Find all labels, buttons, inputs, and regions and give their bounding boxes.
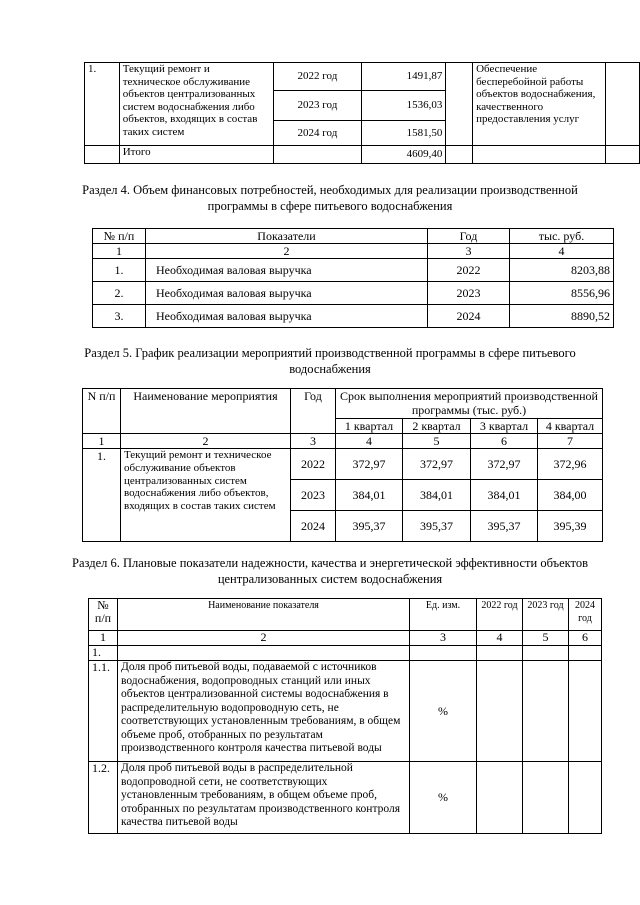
- total-label: Итого: [119, 146, 273, 164]
- row-number: 1.: [93, 259, 146, 282]
- column-header: N п/п: [83, 389, 121, 434]
- row-number: 1.1.: [89, 661, 118, 762]
- table-row: [93, 282, 614, 305]
- quarter-value: 384,01: [403, 480, 471, 511]
- year-cell: 2024: [291, 511, 336, 542]
- column-number: 2: [146, 244, 428, 259]
- empty-cell: [477, 762, 523, 834]
- value-cell: 8203,88: [510, 259, 614, 282]
- column-header: 2022 год: [477, 599, 523, 631]
- empty-cell: [273, 146, 361, 164]
- quarter-header: 3 квартал: [471, 419, 538, 434]
- column-number: 3: [428, 244, 510, 259]
- column-number: 4: [336, 434, 403, 449]
- column-number: 6: [471, 434, 538, 449]
- quarter-value: 384,01: [336, 480, 403, 511]
- column-header: Год: [291, 389, 336, 434]
- amount-cell: 1491,87: [362, 63, 446, 91]
- year-cell: 2022: [428, 259, 510, 282]
- column-number: 7: [538, 434, 603, 449]
- empty-cell: [473, 146, 606, 164]
- table-row: [93, 305, 614, 328]
- quarter-value: 384,00: [538, 480, 603, 511]
- table-header-row: [89, 599, 602, 631]
- schedule-table: [82, 388, 603, 542]
- empty-cell: [606, 63, 640, 146]
- indicator-name: Необходимая валовая выручка: [146, 305, 428, 328]
- column-header: № п/п: [89, 599, 118, 631]
- indicator-name: Доля проб питьевой воды в распределительной водопроводной сети, не соответствующих установленным требованиям, в общем объеме проб, отобранных по результатам производственного контроля качества питьевой воды: [118, 762, 410, 834]
- quarter-value: 395,37: [471, 511, 538, 542]
- value-cell: 8556,96: [510, 282, 614, 305]
- column-header: Ед. изм.: [410, 599, 477, 631]
- quarter-value: 372,96: [538, 449, 603, 480]
- column-header: № п/п: [93, 229, 146, 244]
- indicator-name: Необходимая валовая выручка: [146, 282, 428, 305]
- empty-cell: [118, 646, 410, 661]
- section-6-title: Раздел 6. Плановые показатели надежности, качества и энергетической эффективности объектов централизованных систем водоснабжения: [72, 556, 588, 586]
- year-cell: 2022: [291, 449, 336, 480]
- column-number: 2: [118, 631, 410, 646]
- column-header: Год: [428, 229, 510, 244]
- year-cell: 2023 год: [273, 91, 361, 121]
- column-number: 1: [83, 434, 121, 449]
- column-number: 5: [403, 434, 471, 449]
- unit-cell: %: [410, 762, 477, 834]
- quarter-value: 372,97: [471, 449, 538, 480]
- year-cell: 2022 год: [273, 63, 361, 91]
- column-number-row: [93, 244, 614, 259]
- quarter-value: 395,37: [336, 511, 403, 542]
- column-header: 2024 год: [569, 599, 602, 631]
- quarter-header: 2 квартал: [403, 419, 471, 434]
- amount-cell: 1536,03: [362, 91, 446, 121]
- column-number-row: [83, 434, 603, 449]
- table-header-row: [83, 389, 603, 419]
- empty-cell: [523, 661, 569, 762]
- column-number: 3: [410, 631, 477, 646]
- empty-cell: [446, 146, 473, 164]
- group-number: 1.: [89, 646, 118, 661]
- empty-cell: [606, 146, 640, 164]
- table-row: [89, 661, 602, 762]
- column-number: 1: [89, 631, 118, 646]
- empty-cell: [569, 646, 602, 661]
- total-row: [85, 146, 640, 164]
- quarter-value: 372,97: [336, 449, 403, 480]
- amount-cell: 1581,50: [362, 121, 446, 146]
- section-5-title: Раздел 5. График реализации мероприятий производственной программы в сфере питьевого водоснабжения: [84, 346, 576, 376]
- table-header-row: [93, 229, 614, 244]
- empty-cell: [85, 146, 120, 164]
- table-row: [83, 449, 603, 480]
- table-row: [89, 762, 602, 834]
- table-row: [93, 259, 614, 282]
- event-name: Текущий ремонт и техническое обслуживание объектов централизованных систем водоснабжения либо объектов, входящих в состав таких систем: [121, 449, 291, 542]
- empty-cell: [523, 762, 569, 834]
- empty-cell: [446, 63, 473, 146]
- column-header: Наименование мероприятия: [121, 389, 291, 434]
- empty-cell: [477, 661, 523, 762]
- year-cell: 2024 год: [273, 121, 361, 146]
- column-number-row: [89, 631, 602, 646]
- quarter-value: 395,39: [538, 511, 603, 542]
- indicator-name: Доля проб питьевой воды, подаваемой с источников водоснабжения, водопроводных станций или иных объектов централизованной системы водоснабжения в распределительную водопроводную сеть, не соответствующих установленным требованиям, в общем объеме проб, отобранных по результатам производственного контроля качества питьевой воды: [118, 661, 410, 762]
- row-number: 2.: [93, 282, 146, 305]
- row-number: 1.2.: [89, 762, 118, 834]
- quarter-value: 395,37: [403, 511, 471, 542]
- column-number: 3: [291, 434, 336, 449]
- column-header: Срок выполнения мероприятий производственной программы (тыс. руб.): [336, 389, 603, 419]
- value-cell: 8890,52: [510, 305, 614, 328]
- empty-cell: [523, 646, 569, 661]
- column-number: 6: [569, 631, 602, 646]
- events-table-continuation: [84, 62, 640, 164]
- quarter-value: 384,01: [471, 480, 538, 511]
- expected-result: Обеспечение бесперебойной работы объектов водоснабжения, качественного предоставления услуг: [473, 63, 606, 146]
- section-4-title: Раздел 4. Объем финансовых потребностей, необходимых для реализации производственной программы в сфере питьевого водоснабжения: [82, 183, 578, 213]
- financial-needs-table: [92, 228, 614, 328]
- empty-cell: [569, 762, 602, 834]
- column-number: 5: [523, 631, 569, 646]
- column-header: Показатели: [146, 229, 428, 244]
- empty-cell: [477, 646, 523, 661]
- group-row: [89, 646, 602, 661]
- quarter-header: 4 квартал: [538, 419, 603, 434]
- total-amount: 4609,40: [362, 146, 446, 164]
- year-cell: 2023: [291, 480, 336, 511]
- empty-cell: [569, 661, 602, 762]
- column-number: 4: [510, 244, 614, 259]
- empty-cell: [410, 646, 477, 661]
- table-row: [85, 63, 640, 91]
- row-number: 1.: [83, 449, 121, 542]
- column-header: 2023 год: [523, 599, 569, 631]
- row-number: 3.: [93, 305, 146, 328]
- column-header: Наименование показателя: [118, 599, 410, 631]
- quarter-header: 1 квартал: [336, 419, 403, 434]
- event-name: Текущий ремонт и техническое обслуживание объектов централизованных систем водоснабжения либо объектов, входящих в состав таких систем: [119, 63, 273, 146]
- indicator-name: Необходимая валовая выручка: [146, 259, 428, 282]
- column-number: 4: [477, 631, 523, 646]
- reliability-indicators-table: [88, 598, 602, 834]
- column-number: 1: [93, 244, 146, 259]
- unit-cell: %: [410, 661, 477, 762]
- column-number: 2: [121, 434, 291, 449]
- column-header: тыс. руб.: [510, 229, 614, 244]
- year-cell: 2023: [428, 282, 510, 305]
- year-cell: 2024: [428, 305, 510, 328]
- quarter-value: 372,97: [403, 449, 471, 480]
- row-number: 1.: [85, 63, 120, 146]
